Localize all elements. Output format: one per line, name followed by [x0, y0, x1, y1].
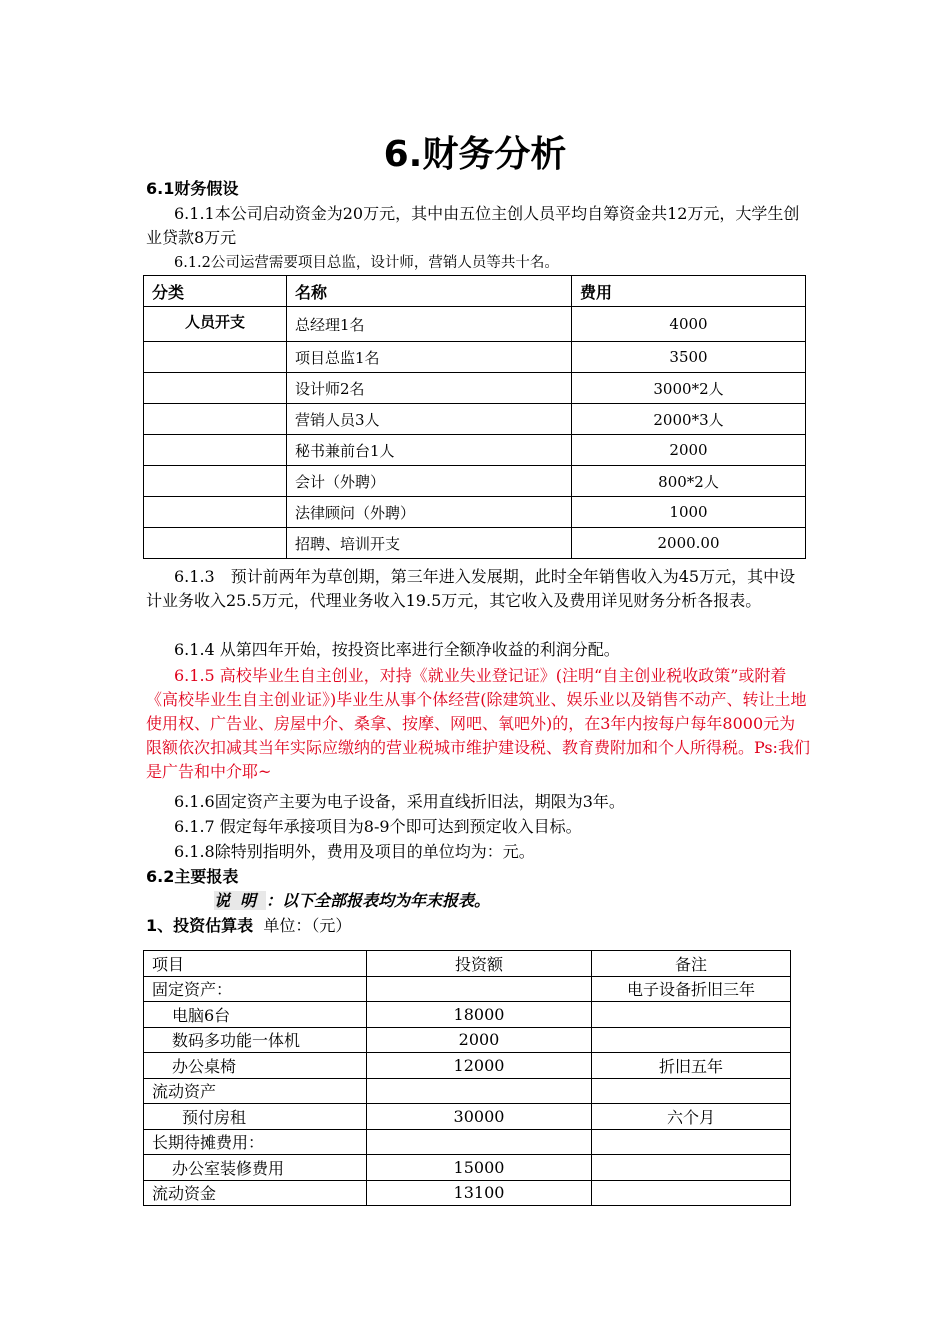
paragraph-6-1-3: 6.1.3 预计前两年为草创期，第三年进入发展期，此时全年销售收入为45万元，其中设计业务收入25.5万元，代理业务收入19.5万元，其它收入及费用详见财务分析各报表。 [146, 567, 796, 610]
staff-name: 秘书兼前台1人 [287, 435, 572, 466]
note-text: ：以下全部报表均为年末报表。 [266, 891, 491, 910]
empty-cell [144, 466, 287, 497]
category-cell: 人员开支 [144, 307, 287, 342]
table-row [144, 435, 806, 466]
empty-cell [144, 404, 287, 435]
table-row [144, 1129, 791, 1155]
item-cell: 预付房租 [144, 1104, 367, 1130]
amount-cell [367, 1078, 592, 1104]
table-row [144, 1053, 791, 1079]
item-cell: 办公桌椅 [144, 1053, 367, 1079]
item-cell: 电脑6台 [144, 1002, 367, 1028]
table-row [144, 1027, 791, 1053]
staff-name: 总经理1名 [287, 307, 572, 342]
paragraph-6-1-8: 6.1.8除特别指明外，费用及项目的单位均为：元。 [174, 842, 535, 861]
staff-name: 法律顾问（外聘） [287, 497, 572, 528]
staff-name: 营销人员3人 [287, 404, 572, 435]
empty-cell [144, 435, 287, 466]
staff-cost: 2000 [572, 435, 806, 466]
empty-cell [144, 497, 287, 528]
table-row [144, 1002, 791, 1028]
section-heading-6-1: 6.1财务假设 [146, 179, 239, 198]
remark-cell: 折旧五年 [592, 1053, 791, 1079]
staff-cost-table [143, 275, 806, 559]
amount-cell: 2000 [367, 1027, 592, 1053]
paragraph-6-1-6: 6.1.6固定资产主要为电子设备，采用直线折旧法，期限为3年。 [174, 792, 625, 811]
paragraph-6-1-1: 6.1.1本公司启动资金为20万元，其中由五位主创人员平均自筹资金共12万元，大学生创业贷款8万元 [146, 204, 800, 247]
table-row [144, 1104, 791, 1130]
table-title-text: 1、投资估算表 [146, 916, 254, 935]
table-row [144, 497, 806, 528]
staff-cost: 3500 [572, 342, 806, 373]
remark-cell [592, 1027, 791, 1053]
header-item: 项目 [144, 951, 367, 977]
remark-cell [592, 1129, 791, 1155]
staff-cost: 4000 [572, 307, 806, 342]
staff-name: 会计（外聘） [287, 466, 572, 497]
table-row [144, 466, 806, 497]
table-row [144, 1180, 791, 1206]
staff-cost: 1000 [572, 497, 806, 528]
empty-cell [144, 528, 287, 559]
paragraph-6-1-7: 6.1.7 假定每年承接项目为8-9个即可达到预定收入目标。 [174, 817, 582, 836]
amount-cell: 13100 [367, 1180, 592, 1206]
staff-name: 项目总监1名 [287, 342, 572, 373]
report-note [214, 888, 490, 911]
item-cell: 流动资金 [144, 1180, 367, 1206]
staff-cost: 2000*3人 [572, 404, 806, 435]
header-remark: 备注 [592, 951, 791, 977]
remark-cell: 电子设备折旧三年 [592, 976, 791, 1002]
paragraph-6-1-4: 6.1.4 从第四年开始，按投资比率进行全额净收益的利润分配。 [174, 640, 620, 659]
staff-cost: 800*2人 [572, 466, 806, 497]
table-row [144, 342, 806, 373]
amount-cell: 30000 [367, 1104, 592, 1130]
staff-cost: 2000.00 [572, 528, 806, 559]
remark-cell [592, 1078, 791, 1104]
item-cell: 固定资产： [144, 976, 367, 1002]
invest-table-title [146, 913, 351, 936]
table-row [144, 528, 806, 559]
amount-cell: 12000 [367, 1053, 592, 1079]
header-cost: 费用 [572, 276, 806, 307]
item-cell: 流动资产 [144, 1078, 367, 1104]
table-row [144, 1078, 791, 1104]
paragraph-6-1-5: 6.1.5 高校毕业生自主创业，对持《就业失业登记证》(注明“自主创业税收政策”或附着《高校毕业生自主创业证》)毕业生从事个体经营(除建筑业、娱乐业以及销售不动产、转让土地使用权、广告业、房屋中介、桑拿、按摩、网吧、氧吧外)的，在3年内按每户每年8000元为限额依次扣减其当年实际应缴纳的营业税城市维护建设税、教育费附加和个人所得税。Ps:我们是广告和中介耶~ [146, 666, 810, 781]
header-category: 分类 [144, 276, 287, 307]
page-title: 6.财务分析 [383, 134, 567, 175]
remark-cell [592, 1002, 791, 1028]
table-row [144, 373, 806, 404]
amount-cell: 15000 [367, 1155, 592, 1181]
item-cell: 长期待摊费用： [144, 1129, 367, 1155]
amount-cell [367, 1129, 592, 1155]
amount-cell: 18000 [367, 1002, 592, 1028]
paragraph-6-1-2: 6.1.2公司运营需要项目总监，设计师，营销人员等共十名。 [174, 255, 559, 271]
item-cell: 数码多功能一体机 [144, 1027, 367, 1053]
remark-cell [592, 1155, 791, 1181]
table-row [144, 307, 806, 342]
unit-label: 单位：（元） [263, 916, 352, 935]
empty-cell [144, 373, 287, 404]
remark-cell [592, 1180, 791, 1206]
investment-table [143, 950, 791, 1206]
header-amount: 投资额 [367, 951, 592, 977]
table-row [144, 976, 791, 1002]
table-row [144, 1155, 791, 1181]
remark-cell: 六个月 [592, 1104, 791, 1130]
staff-cost: 3000*2人 [572, 373, 806, 404]
staff-name: 设计师2名 [287, 373, 572, 404]
note-label: 说明 [214, 891, 267, 910]
amount-cell [367, 976, 592, 1002]
table-header-row [144, 951, 791, 977]
table-row [144, 404, 806, 435]
staff-name: 招聘、培训开支 [287, 528, 572, 559]
table-header-row [144, 276, 806, 307]
item-cell: 办公室装修费用 [144, 1155, 367, 1181]
header-name: 名称 [287, 276, 572, 307]
empty-cell [144, 342, 287, 373]
section-heading-6-2: 6.2主要报表 [146, 867, 239, 886]
